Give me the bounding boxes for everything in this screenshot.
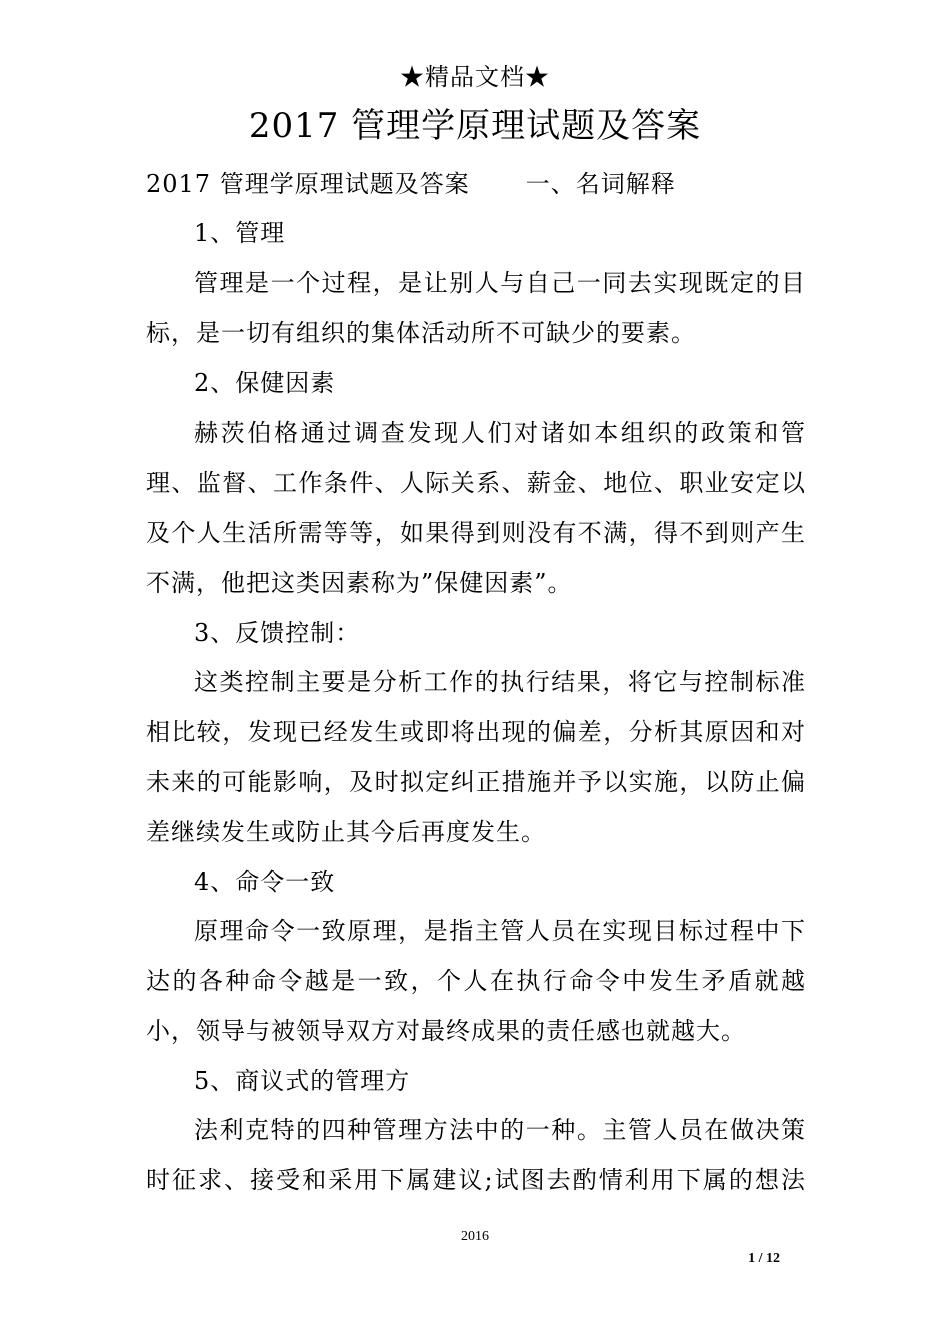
footer-year: 2016 [461, 1229, 489, 1244]
paragraph-line: 时征求、接受和采用下属建议;试图去酌情利用下属的想法 [146, 1166, 806, 1194]
term-heading: 2、保健因素 [194, 369, 336, 397]
paragraph-line: 达的各种命令越是一致，个人在执行命令中发生矛盾就越 [146, 967, 806, 995]
page-header: ★精品文档★ [400, 63, 550, 91]
paragraph-line: 原理命令一致原理，是指主管人员在实现目标过程中下 [194, 917, 806, 945]
paragraph-line: 小，领导与被领导双方对最终成果的责任感也就越大。 [146, 1017, 746, 1045]
paragraph-line: 赫茨伯格通过调查发现人们对诸如本组织的政策和管 [194, 419, 806, 447]
paragraph-line: 管理是一个过程，是让别人与自己一同去实现既定的目 [194, 269, 806, 297]
term-heading: 4、命令一致 [194, 868, 336, 896]
term-heading: 5、商议式的管理方 [194, 1067, 411, 1095]
subtitle-line [146, 167, 806, 201]
term-heading: 3、反馈控制： [194, 619, 361, 647]
paragraph-line: 法利克特的四种管理方法中的一种。主管人员在做决策 [194, 1116, 806, 1144]
paragraph-line: 相比较，发现已经发生或即将出现的偏差，分析其原因和对 [146, 718, 806, 746]
section-heading: 一、名词解释 [525, 170, 676, 198]
term-heading: 1、管理 [194, 219, 286, 247]
paragraph-line: 未来的可能影响，及时拟定纠正措施并予以实施，以防止偏 [146, 768, 806, 796]
paragraph-line: 标，是一切有组织的集体活动所不可缺少的要素。 [146, 319, 696, 347]
paragraph-line: 不满，他把这类因素称为”保健因素”。 [146, 569, 573, 597]
paragraph-line: 理、监督、工作条件、人际关系、薪金、地位、职业安定以 [146, 469, 806, 497]
subtitle-text: 2017 管理学原理试题及答案 [146, 170, 470, 198]
paragraph-line: 及个人生活所需等等，如果得到则没有不满，得不到则产生 [146, 519, 806, 547]
paragraph-line: 这类控制主要是分析工作的执行结果，将它与控制标准 [194, 668, 806, 696]
paragraph-line: 差继续发生或防止其今后再度发生。 [146, 818, 546, 846]
page-number: 1 / 12 [748, 1251, 780, 1266]
document-title: 2017 管理学原理试题及答案 [248, 106, 702, 146]
